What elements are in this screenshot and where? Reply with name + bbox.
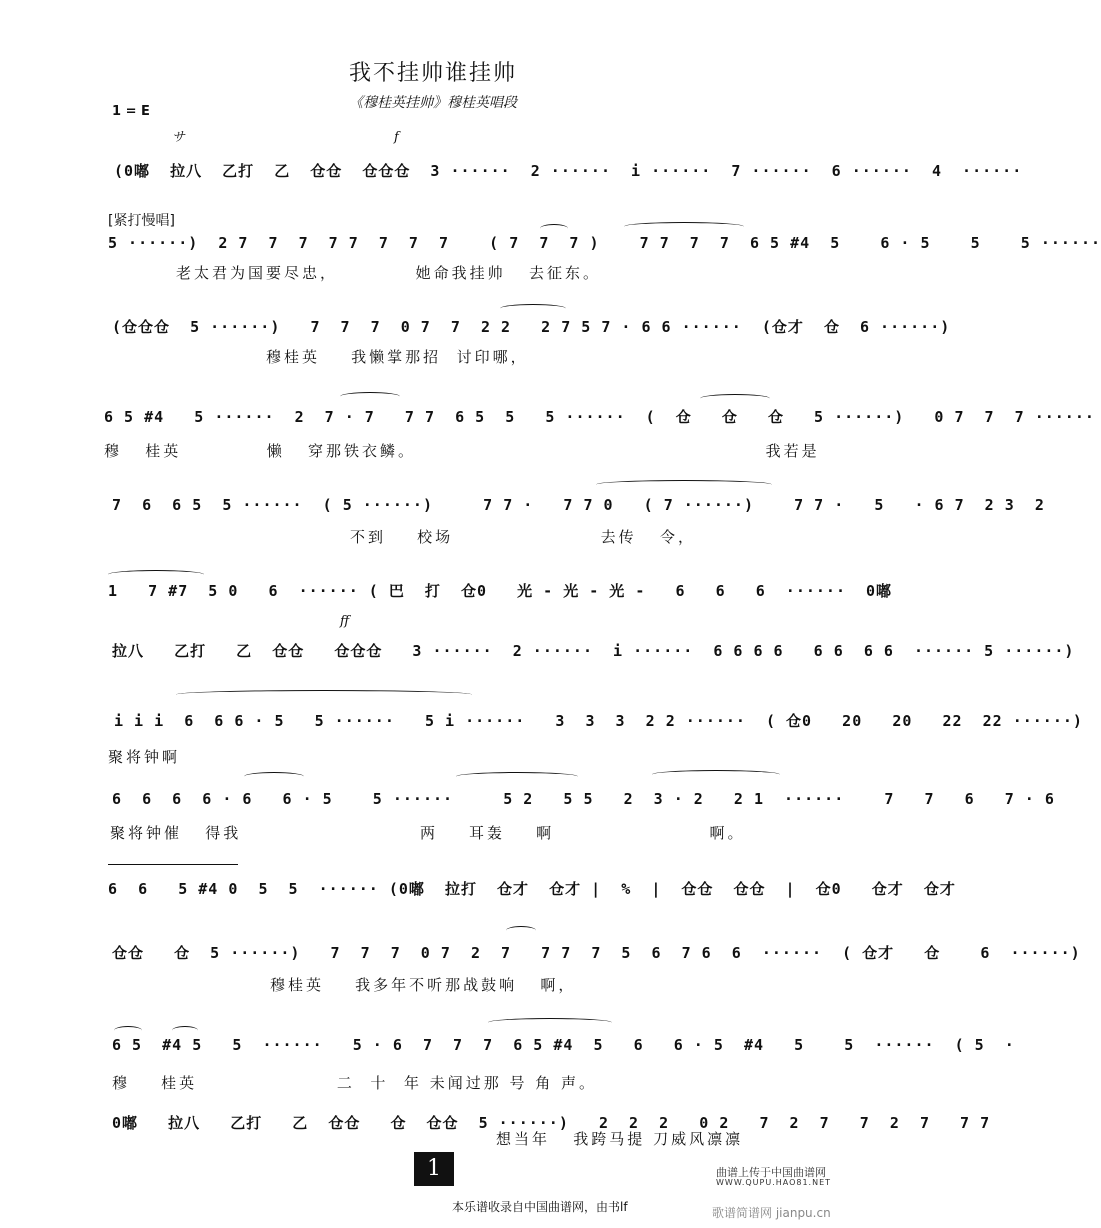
slur-mark	[624, 222, 744, 231]
watermark-url: WWW.QUPU.HAO81.NET	[716, 1178, 832, 1187]
lyric-line-7: 穆桂英 我多年不听那战鼓响 啊，	[270, 976, 577, 994]
notation-line-3: (仓仓仓 5 ······) 7 7 7 0 7 7 2 2 2 7 5 7 · 6 6 ······ (仓才 仓 6 ······)	[112, 318, 951, 336]
notation-line-4: 6 5 #4 5 ······ 2 7 · 7 7 7 6 5 5 5 ······ ( 仓 仓 仓 5 ······) 0 7 7 7 ······	[104, 408, 1095, 426]
slur-mark	[488, 1018, 612, 1027]
key-signature: 1 = E	[112, 104, 150, 119]
notation-line-1: (0嘟 拉八 乙打 乙 仓仓 仓仓仓 3 ······ 2 ······ i ······ 7 ······ 6 ······ 4 ······	[114, 162, 1023, 180]
slur-mark	[176, 690, 472, 699]
lyric-line-6: 聚将钟催 得我 两 耳轰 啊 啊。	[110, 824, 746, 842]
notation-line-10: 6 6 5 #4 0 5 5 ······ (0嘟 拉打 仓才 仓才 | % | 仓仓 仓仓 | 仓0 仓才 仓才	[108, 880, 956, 898]
tie-line	[108, 864, 238, 865]
notation-line-11: 仓仓 仓 5 ······) 7 7 7 0 7 2 7 7 7 7 5 6 7 6 6 ······ ( 仓才 仓 6 ······)	[112, 944, 1081, 962]
notation-line-2: 5 ······) 2 7 7 7 7 7 7 7 7 ( 7 7 7 ) 7 7 7 7 6 5 #4 5 6 · 5 5 5 ······	[108, 234, 1101, 252]
lyric-line-4: 不到 校场 去传 令，	[350, 528, 696, 546]
notation-line-13: 0嘟 拉八 乙打 乙 仓仓 仓 仓仓 5 ······) 2 2 2 0 2 7 2 7 7 2 7 7 7	[112, 1114, 991, 1132]
footer-note: 本乐谱收录自中国曲谱网，由书lf	[452, 1200, 628, 1214]
watermark-site: 歌谱简谱网 jianpu.cn	[712, 1206, 831, 1220]
lyric-line-3: 穆 桂英 懒 穿那铁衣鳞。 我若是	[104, 442, 820, 460]
lyric-line-2: 穆桂英 我懒掌那招 讨印哪，	[266, 348, 529, 366]
notation-line-9: 6 6 6 6 · 6 6 · 5 5 ······ 5 2 5 5 2 3 · 2 2 1 ······ 7 7 6 7 · 6	[112, 790, 1055, 808]
slur-mark	[500, 304, 566, 313]
free-tempo-mark: サ	[172, 130, 186, 145]
notation-line-5: 7 6 6 5 5 ······ ( 5 ······) 7 7 · 7 7 0 ( 7 ······) 7 7 · 5 · 6 7 2 3 2	[112, 496, 1045, 514]
notation-line-6: 1 7 #7 5 0 6 ······ ( 巴 打 仓0 光 - 光 - 光 - 6 6 6 ······ 0嘟	[108, 582, 893, 600]
slur-mark	[244, 772, 304, 781]
notation-line-7: 拉八 乙打 乙 仓仓 仓仓仓 3 ······ 2 ······ i ······ 6 6 6 6 6 6 6 6 ······ 5 ······)	[112, 642, 1075, 660]
section-label: [紧打慢唱]	[108, 213, 175, 229]
lyric-line-8: 穆 桂英 二 十 年 未闻过那 号 角 声。	[112, 1074, 598, 1092]
lyric-line-1: 老太君为国要尽忠， 她命我挂帅 去征东。	[176, 264, 601, 282]
page-number: 1	[414, 1152, 454, 1186]
slur-mark	[108, 570, 204, 579]
slur-mark	[540, 224, 568, 233]
slur-mark	[652, 770, 780, 779]
page-title: 我不挂帅谁挂帅	[348, 61, 517, 86]
slur-mark	[506, 926, 536, 935]
slur-mark	[114, 1026, 142, 1035]
slur-mark	[700, 394, 770, 403]
lyric-line-9: 想当年 我跨马提 刀威风凛凛	[496, 1130, 744, 1148]
slur-mark	[172, 1026, 198, 1035]
page-subtitle: 《穆桂英挂帅》穆桂英唱段	[349, 95, 517, 111]
notation-line-12: 6 5 #4 5 5 ······ 5 · 6 7 7 7 6 5 #4 5 6 6 · 5 #4 5 5 ······ ( 5 ·	[112, 1036, 1015, 1054]
notation-line-8: i i i 6 6 6 · 5 5 ······ 5 i ······ 3 3 3 2 2 ······ ( 仓0 20 20 22 22 ······)	[114, 712, 1083, 730]
slur-mark	[340, 392, 400, 401]
slur-mark	[456, 772, 578, 781]
lyric-line-5: 聚将钟啊	[108, 748, 181, 766]
slur-mark	[596, 480, 772, 489]
watermark-upload: 曲谱上传于中国曲谱网	[716, 1166, 826, 1179]
fortissimo-mark: ff	[340, 614, 350, 629]
forte-mark: f	[394, 130, 399, 145]
